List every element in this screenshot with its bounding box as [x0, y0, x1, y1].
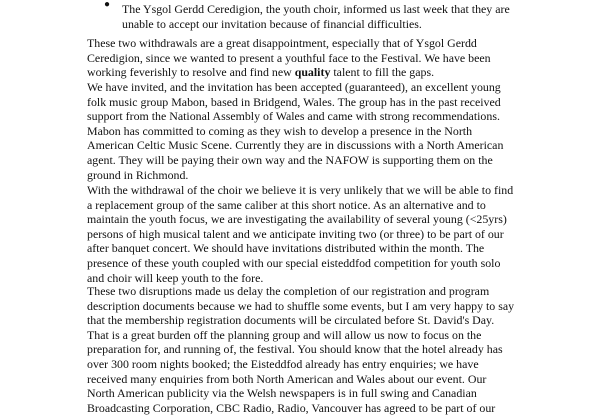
text-line — [87, 65, 557, 80]
text-line: folk music group Mabon, based in Bridgend, Wales. The group has in the past received — [87, 94, 501, 109]
text-line: preparation for, and running of, the festival. You should know that the hotel already has — [87, 342, 503, 357]
text-line: persons of high musical talent and we anticipate inviting two (or three) to be part of our — [87, 226, 504, 241]
text-segment: talent to fill the gaps. — [330, 65, 435, 80]
text-line: a replacement group of the same caliber at this short notice. As an alternative and to — [87, 197, 486, 212]
text-line: agent. They will be paying their own way and the NAFOW is supporting them on the — [87, 152, 493, 167]
paragraph-registration — [87, 284, 557, 415]
text-line: Mabon has committed to coming as they wish to develop a presence in the North — [87, 123, 473, 138]
text-line: Broadcasting Corporation, CBC Radio, Radio, Vancouver has agreed to be part of our — [87, 400, 496, 415]
text-line: American Celtic Music Scene. Currently they are in discussions with a North American — [87, 138, 504, 153]
text-line: With the withdrawal of the choir we believe it is very unlikely that we will be able to find — [87, 183, 514, 197]
text-line: These two withdrawals are a great disappointment, especially that of Ysgol Gerdd — [87, 36, 477, 50]
text-line: that the membership registration documents will be circulated before St. David's Day. — [87, 313, 495, 328]
text-line: Ceredigion, since we wanted to present a youthful face to the Festival. We have been — [87, 50, 491, 65]
paragraph-mabon — [87, 80, 557, 182]
text-line: The Ysgol Gerdd Ceredigion, the youth choir, informed us last week that they are — [122, 2, 510, 16]
paragraph-youth-focus — [87, 183, 557, 285]
text-line: description documents because we had to shuffle some events, but I am very happy to say — [87, 298, 515, 313]
text-line: unable to accept our invitation because of financial difficulties. — [122, 16, 422, 31]
text-line: after banquet concert. We should have invitations distributed within the month. The — [87, 241, 485, 256]
text-line: These two disruptions made us delay the completion of our registration and program — [87, 284, 490, 298]
emphasis-quality: quality — [294, 65, 331, 80]
text-line: North American publicity via the Welsh newspapers is in full swing and Canadian — [87, 386, 477, 401]
text-line: maintain the youth focus, we are investigating the availability of several young (<25yrs) — [87, 212, 507, 227]
bullet-icon: ● — [103, 0, 111, 10]
text-line: received many enquiries from both North American and Wales about our event. Our — [87, 371, 487, 386]
paragraph-withdrawals — [87, 36, 557, 80]
text-segment: working feverishly to resolve and find new — [87, 65, 295, 80]
text-line: We have invited, and the invitation has been accepted (guaranteed), an excellent young — [87, 80, 501, 94]
text-line: and choir will keep youth to the fore. — [87, 270, 264, 285]
text-line: support from the National Assembly of Wales and came with strong recommendations. — [87, 109, 500, 124]
text-line: That is a great burden off the planning group and will allow us now to focus on the — [87, 327, 482, 342]
text-line: over 300 room nights booked; the Eisteddfod already has entry enquiries; we have — [87, 356, 479, 371]
text-line: ground in Richmond. — [87, 167, 189, 182]
text-line: presence of these youth coupled with our special eisteddfod competition for youth solo — [87, 255, 501, 270]
bullet-text — [122, 2, 542, 31]
